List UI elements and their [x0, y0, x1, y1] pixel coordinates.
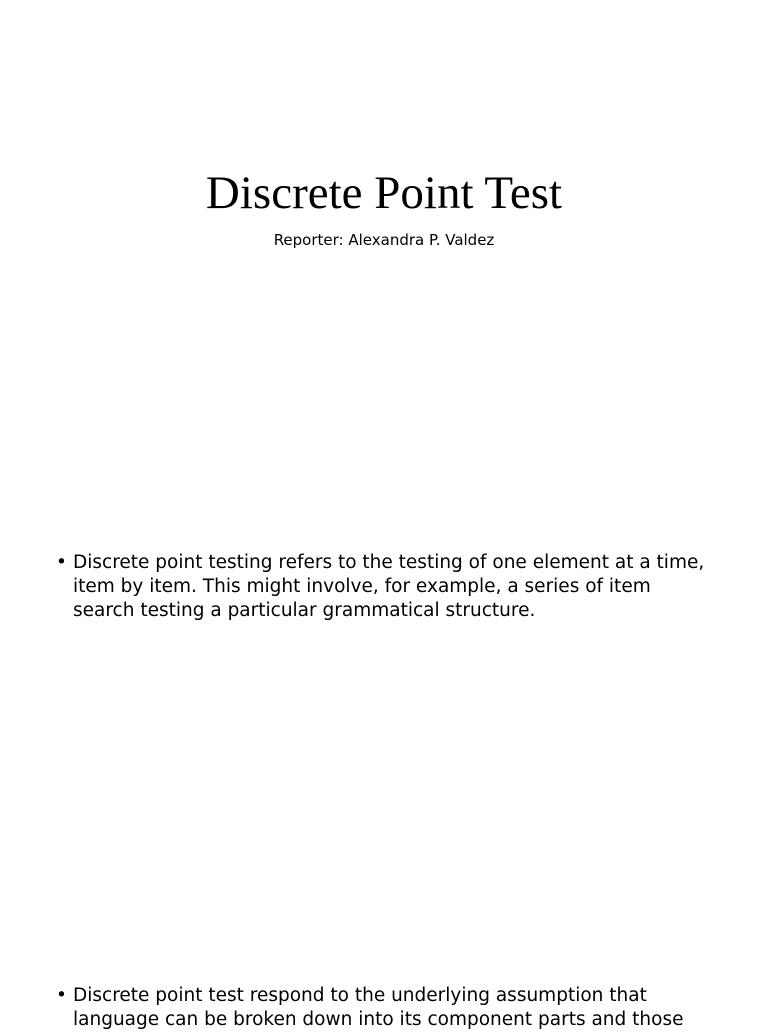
- slide-subtitle: Reporter: Alexandra P. Valdez: [273, 231, 495, 249]
- bullet-item-underlying-assumption: [56, 984, 716, 1032]
- bullet-text: Discrete point test respond to the underlying assumption that language can be broken down into its component parts and those: [73, 985, 684, 1030]
- bullet-symbol: •: [56, 552, 67, 573]
- bullet-text: Discrete point testing refers to the testing of one element at a time, item by item. This might involve, for example, a series of item search testing a particular grammatical structure.: [73, 552, 705, 621]
- bullet-item-discrete-point-testing: [56, 551, 716, 623]
- slide-title: Discrete Point Test: [205, 167, 563, 219]
- bullet-symbol: •: [56, 985, 67, 1006]
